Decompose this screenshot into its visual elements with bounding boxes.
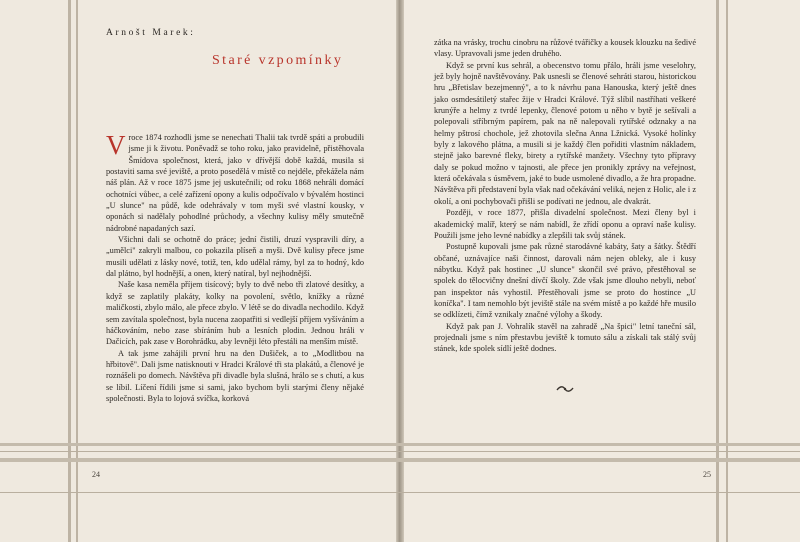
scan-grid-line [0,492,800,493]
right-page-text [434,37,696,355]
paragraph: Později, v roce 1877, přišla divadelní společnost. Mezi členy byl i akademický malíř, který se nám nabídl, že zřídí oponu a opraví naše kulisy. Použili jsme jeho levné nabídky a zlepšili tak svůj stánek. [434,208,696,240]
tailpiece-ornament-icon [556,385,574,393]
author-name: Arnošt Marek: [106,28,196,38]
paragraph: zátka na vrásky, trochu cinobru na růžové tvářičky a kousek klouzku na šedivé vlasy. Upravovali jsme jeden druhého. [434,38,696,59]
scan-grid-line [0,451,800,452]
paragraph: Naše kasa neměla příjem tisícový; byly to dvě nebo tři zlatové desítky, a když se zaplatily plakáty, kolky na povolení, světlo, knížky a různé maličkosti, zbylo málo, ale přece zbylo. V létě se do divadla nechodilo. Když sem zavítala společnost, byla nucena zaopatřiti si vedlejší příjem vyšíváním a háčkováním, nebo zase sbíráním hub a lesních plodin. Jednou hráli v Dačicích, pak zase v Borohrádku, aby levněji léto přestáli na menším místě. [106,280,364,347]
left-page-text [106,132,364,404]
paragraph-text: roce 1874 rozhodli jsme se nenechati Thalii tak tvrdě spáti a probudili jsme ji k životu. Poněvadž se toho roku, jako pravidelně, přistěhovala Šmídova společnost, která, jako v dřívější době každá, musila si postaviti sama své jeviště, a proto posedělá v místě co nejdéle, překážela nám náš plán. Až v roce 1875 jsme jej uskutečnili; od roku 1868 nehráli domácí ochotníci vůbec, a celé zařízení opony a kulis odpočívalo v bývalém hostinci „U slunce" na půdě, kde odehrávaly v tom myši své vlastní kousky, v oponách si nadělaly pohodlné průchody, a všechny kulisy měly smutečně nádrobné napadaných sazí. [106,133,364,233]
scan-grid-line [0,443,800,446]
page-number-left: 24 [92,470,100,479]
chapter-title: Staré vzpomínky [212,53,344,68]
scan-grid-line [0,458,800,462]
paragraph [106,132,364,234]
paragraph: Všichni dali se ochotně do práce; jední čistili, druzí vyspravili díry, a „umělci" zakryli malbou, co pokazila plíseň a myši. Dvě kulisy přece jsme musili udělati z lásky nové, totiž, ten, kdo udělal rámy, byl za to hodný, kdo dal plátno, byl hodnější, a onen, který natíral, byl nejhodnější. [106,235,364,279]
paragraph: Postupně kupovali jsme pak různé starodávné kabáty, šaty a šátky. Štědří občané, uznávajíce naši činnost, darovali nám nejen obleky, ale i kusy nábytku. Když pak hostinec „U slunce" skončil své právo, přestěhoval se spolek do tělocvičny dnešní dívčí školy. Zde však jsme dlouho nebyli, neboť pan inspektor nás vyhostil. Přestěhovali jsme se proto do hostince „U koníčka". I tam nemohlo být jeviště stále na svém místě a po každé hře musilo se odklízeti, čímž vznikaly značné výlohy a škody. [434,242,696,320]
drop-cap: V [106,130,126,160]
page-number-right: 25 [703,470,711,479]
paragraph: A tak jsme zahájili první hru na den Dušiček, a to „Modlitbou na hřbitově". Dali jsme natisknouti v Hradci Králové tři sta plakátů, a členové je roznášeli po domech. Návštěva při divadle byla slušná, hrálo se s chutí, a kus se líbil. Líčení řídili jsme si sami, jako bychom byli starými členy nějaké společnosti. Byla to lojová svíčka, korková [106,348,364,403]
paragraph: Když se první kus sehrál, a obecenstvo tomu přálo, hráli jsme veselohry, jež byly hojně navštěvovány. Pak usnesli se členové sehráti starou, historickou hru „Břetislav bezejmenný", a to k návrhu pana Hanouska, který ještě dnes jako osmdesátiletý stařec žije v Hradci Králové. Týž slíbil nastříhati veškeré krunýře a helmy z tvrdé lepenky, členové potom u něho v bytě je sešívali a polepovali stříbrným papírem, pak na ně nalepovali rytířské odznaky a na helmy pštrosí chochole, jež zhotovila slečna Anna Lžnická. Vysoké holínky byly z lakového plátna, a musili si je každý člen pořiditi vlastním nákladem, stejně jako barevné fleky, birety a rytířské manžety. Všechny tyto přípravy daly se pokud možno v tajnosti, ale přece jen pronikly zprávy na veřejnost, která očekávala s úsměvem, jaké to bude usmolené divadlo, a že hra propadne. Návštěva při představení byla však nad očekávání veliká, nejen z Holic, ale i z okolí, a oni pochybovači přišli se podívati ne jednou, ale dvakrát. [434,60,696,206]
paragraph: Když pak pan J. Vohralík stavěl na zahradě „Na špici" letní taneční sál, projednali jsme s ním přestavbu jeviště k tomuto sálu a získali tak stálý svůj stánek, kde spolek sídlí ještě dodnes. [434,321,696,354]
